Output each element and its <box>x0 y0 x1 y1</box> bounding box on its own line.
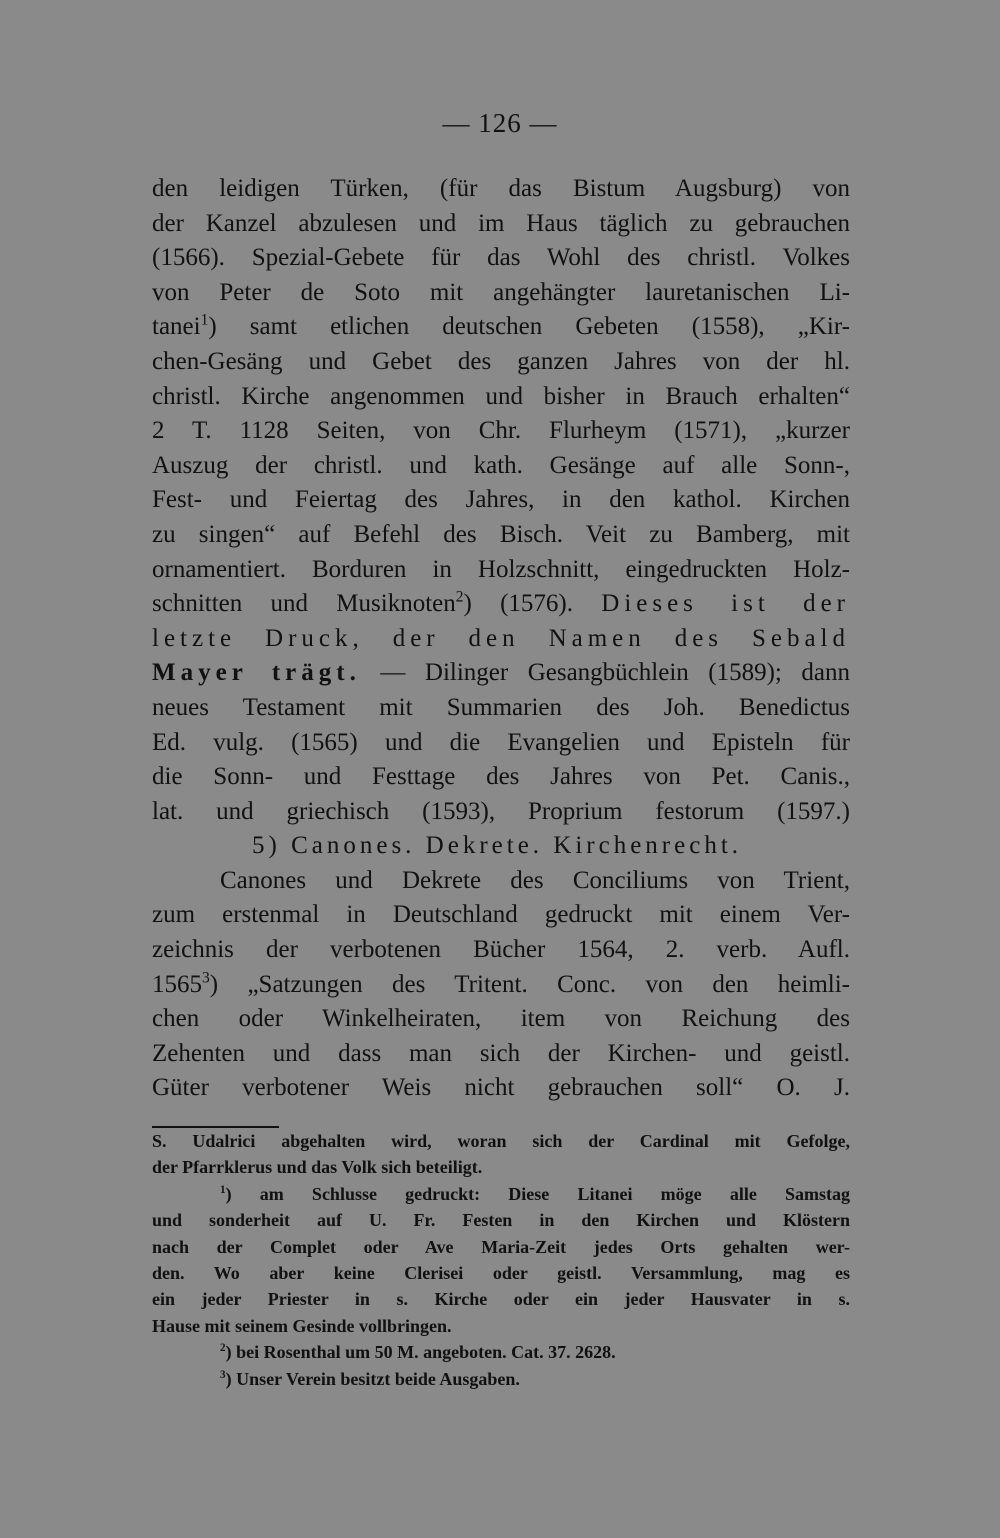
text-line: zu singen“ auf Befehl des Bisch. Veit zu Bamberg, mit <box>152 520 850 548</box>
text-line: den leidigen Türken, (für das Bistum Augsburg) von <box>152 175 850 202</box>
spaced-text: Mayer trägt. <box>152 659 361 687</box>
text-line: Auszug der christl. und kath. Gesänge auf alle Sonn-, <box>152 451 850 479</box>
text-line: ornamentiert. Borduren in Holzschnitt, eingedruckten Holz- <box>152 555 850 583</box>
text-segment: ) samt etlichen deutschen Gebeten (1558), „Kir- <box>208 313 850 341</box>
text-line: zum erstenmal in Deutschland gedruckt mit einem Ver- <box>152 901 850 929</box>
text-segment: ) am Schlusse gedruckt: Diese Litanei möge alle Samstag <box>225 1183 850 1204</box>
text-line: die Sonn- und Festtage des Jahres von Pet. Canis., <box>152 763 850 791</box>
text-line: 2 T. 1128 Seiten, von Chr. Flurheym (1571), „kurzer <box>152 417 850 445</box>
page-number: — 126 — <box>442 108 558 138</box>
footnote-line: der Pfarrklerus und das Volk sich beteiligt. <box>152 1157 483 1178</box>
spaced-text: Dieses ist der <box>601 590 850 618</box>
text-line <box>152 310 850 345</box>
text-line: Fest- und Feiertag des Jahres, in den kathol. Kirchen <box>152 486 850 514</box>
footnote-marker: 2 <box>220 1342 226 1355</box>
footnote-line: und sonderheit auf U. Fr. Festen in den Kirchen und Klöstern <box>152 1210 850 1231</box>
text-line: von Peter de Soto mit angehängter lauretanischen Li- <box>152 278 850 306</box>
footnotes <box>152 1128 850 1392</box>
footnote-line: Hause mit seinem Gesinde vollbringen. <box>152 1315 452 1336</box>
footnote-1 <box>152 1181 850 1207</box>
text-line: Canones und Dekrete des Conciliums von Trient, <box>220 866 850 894</box>
footnote-marker: 3 <box>220 1368 226 1381</box>
footnote-marker: 2 <box>455 588 464 606</box>
text-line: der Kanzel abzulesen und im Haus täglich zu gebrauchen <box>152 209 850 237</box>
text-line: lat. und griechisch (1593), Proprium festorum (1597.) <box>152 797 850 825</box>
text-line: Zehenten und dass man sich der Kirchen- und geistl. <box>152 1039 850 1067</box>
text-line <box>152 656 850 691</box>
text-line: (1566). Spezial-Gebete für das Wohl des christl. Volkes <box>152 244 850 272</box>
text-line: Güter verbotener Weis nicht gebrauchen soll“ O. J. <box>152 1074 850 1102</box>
text-line: Ed. vulg. (1565) und die Evangelien und Episteln für <box>152 728 850 756</box>
footnote-line: S. Udalrici abgehalten wird, woran sich der Cardinal mit Gefolge, <box>152 1131 850 1151</box>
text-line: zeichnis der verbotenen Bücher 1564, 2. verb. Aufl. <box>152 936 850 964</box>
text-line: neues Testament mit Summarien des Joh. Benedictus <box>152 693 850 721</box>
footnote-marker: 3 <box>202 969 210 987</box>
text-line <box>152 968 850 1003</box>
footnote-marker: 1 <box>220 1183 226 1196</box>
text-line: chen-Gesäng und Gebet des ganzen Jahres von der hl. <box>152 347 850 375</box>
footnote-line: ein jeder Priester in s. Kirche oder ein jeder Hausvater in s. <box>152 1289 850 1310</box>
section-heading: 5) Canones. Dekrete. Kirchenrecht. <box>252 832 743 860</box>
text-line <box>152 587 850 622</box>
body-text <box>152 172 850 1106</box>
footnote-3 <box>152 1366 850 1392</box>
text-segment: ) (1576). <box>463 590 602 618</box>
text-segment: 1565 <box>152 970 202 998</box>
text-segment: ) „Satzungen des Tritent. Conc. von den heimli- <box>209 970 850 998</box>
footnote-2 <box>152 1339 850 1365</box>
text-line: christl. Kirche angenommen und bisher in Brauch erhalten“ <box>152 382 850 410</box>
text-segment: — Dilinger Gesangbüchlein (1589); dann <box>360 659 850 687</box>
text-segment: ) Unser Verein besitzt beide Ausgaben. <box>225 1368 520 1389</box>
text-line: chen oder Winkelheiraten, item von Reichung des <box>152 1005 850 1033</box>
text-segment: tanei <box>152 313 201 341</box>
footnote-marker: 1 <box>200 312 209 330</box>
footnote-line: nach der Complet oder Ave Maria-Zeit jedes Orts gehalten wer- <box>152 1236 850 1257</box>
text-segment: schnitten und Musiknoten <box>152 590 456 618</box>
text-line: letzte Druck, der den Namen des Sebald <box>152 624 850 652</box>
footnote-line: den. Wo aber keine Clerisei oder geistl. Versammlung, mag es <box>152 1262 850 1283</box>
text-segment: ) bei Rosenthal um 50 M. angeboten. Cat. 37. 2628. <box>225 1342 616 1363</box>
